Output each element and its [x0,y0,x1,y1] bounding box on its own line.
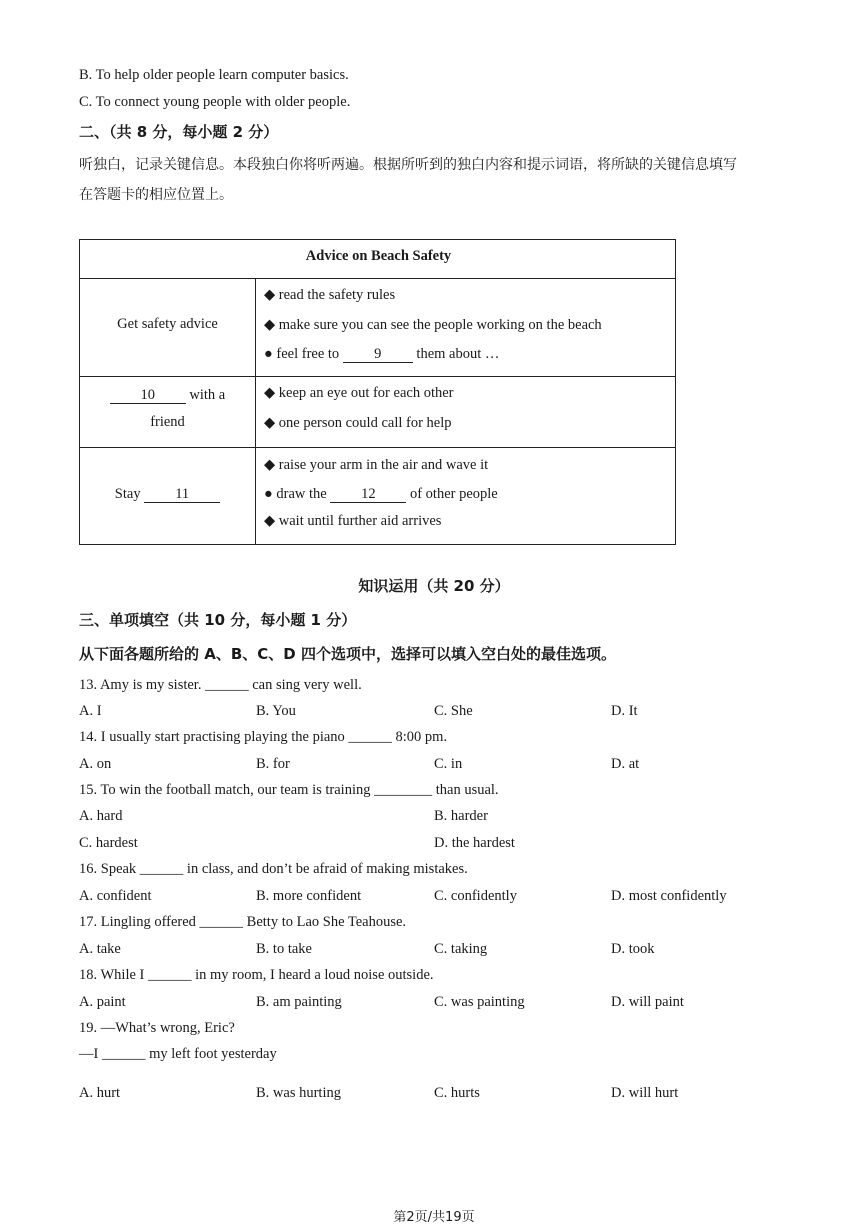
row3-bullet3: ◆ wait until further aid arrives [264,513,442,529]
q16-option-a[interactable]: A. confident [79,888,152,904]
q17-option-a[interactable]: A. take [79,941,121,957]
q17-option-d[interactable]: D. took [611,941,655,957]
question-19: 19. —What’s wrong, Eric? [79,1020,235,1036]
row2-label-line2: friend [150,414,185,430]
row3-label: Stay 11 [80,486,255,503]
q19-option-d[interactable]: D. will hurt [611,1085,679,1101]
q13-option-b[interactable]: B. You [256,703,296,719]
q17-option-c[interactable]: C. taking [434,941,488,957]
row3-bullet1: ◆ raise your arm in the air and wave it [264,457,489,473]
section3-heading: 三、单项填空（共 10 分，每小题 1 分） [79,611,357,629]
row1-label: Get safety advice [117,316,218,332]
q15-option-b[interactable]: B. harder [434,808,488,824]
q15-option-c[interactable]: C. hardest [79,835,138,851]
q19-option-a[interactable]: A. hurt [79,1085,121,1101]
q13-option-a[interactable]: A. I [79,703,102,719]
blank-10[interactable]: 10 [110,388,186,404]
q18-option-a[interactable]: A. paint [79,994,126,1010]
q14-option-c[interactable]: C. in [434,756,463,772]
question-17: 17. Lingling offered ______ Betty to Lao She Teahouse. [79,914,407,930]
q16-option-b[interactable]: B. more confident [256,888,362,904]
q15-option-a[interactable]: A. hard [79,808,123,824]
row1-bullet3: ● feel free to 9 them about … [264,346,500,362]
q16-option-c[interactable]: C. confidently [434,888,517,904]
question-14: 14. I usually start practising playing the piano ______ 8:00 pm. [79,729,448,745]
option-c-text: C. To connect young people with older people. [79,94,351,110]
q19-option-b[interactable]: B. was hurting [256,1085,341,1101]
table-title: Advice on Beach Safety [305,248,452,264]
q16-option-d[interactable]: D. most confidently [611,888,727,904]
row3-bullet2: ● draw the 12 of other people [264,486,498,502]
question-15: 15. To win the football match, our team is training ________ than usual. [79,782,499,798]
q14-option-a[interactable]: A. on [79,756,112,772]
question-16: 16. Speak ______ in class, and don’t be afraid of making mistakes. [79,861,468,877]
section2-instruction-line1: 听独白，记录关键信息。本段独白你将听两遍。根据所听到的独白内容和提示词语，将所缺的关键信息填写 [79,157,737,173]
page-number: 第2页/共19页 [393,1210,475,1225]
blank-9[interactable]: 9 [343,347,413,363]
question-18: 18. While I ______ in my room, I heard a loud noise outside. [79,967,434,983]
question-13: 13. Amy is my sister. ______ can sing very well. [79,677,362,693]
q18-option-d[interactable]: D. will paint [611,994,684,1010]
row2-bullet1: ◆ keep an eye out for each other [264,385,454,401]
row2-label-line1: 10 with a [80,387,255,404]
section3-instruction: 从下面各题所给的 A、B、C、D 四个选项中，选择可以填入空白处的最佳选项。 [79,645,616,663]
knowledge-heading: 知识运用（共 20 分） [358,577,510,595]
q18-option-b[interactable]: B. am painting [256,994,342,1010]
row1-bullet1: ◆ read the safety rules [264,287,396,303]
q17-option-b[interactable]: B. to take [256,941,312,957]
blank-12[interactable]: 12 [330,487,406,503]
row2-bullet2: ◆ one person could call for help [264,415,452,431]
q14-option-b[interactable]: B. for [256,756,290,772]
question-19-line2: —I ______ my left foot yesterday [79,1046,277,1062]
q19-option-c[interactable]: C. hurts [434,1085,480,1101]
row1-bullet2: ◆ make sure you can see the people working on the beach [264,317,602,333]
option-b-text: B. To help older people learn computer basics. [79,67,349,83]
q13-option-d[interactable]: D. It [611,703,638,719]
section2-instruction-line2: 在答题卡的相应位置上。 [79,187,233,203]
beach-safety-table [79,239,676,545]
q15-option-d[interactable]: D. the hardest [434,835,515,851]
section2-heading: 二、（共 8 分，每小题 2 分） [79,123,279,141]
q18-option-c[interactable]: C. was painting [434,994,525,1010]
q13-option-c[interactable]: C. She [434,703,473,719]
q14-option-d[interactable]: D. at [611,756,640,772]
blank-11[interactable]: 11 [144,487,220,503]
